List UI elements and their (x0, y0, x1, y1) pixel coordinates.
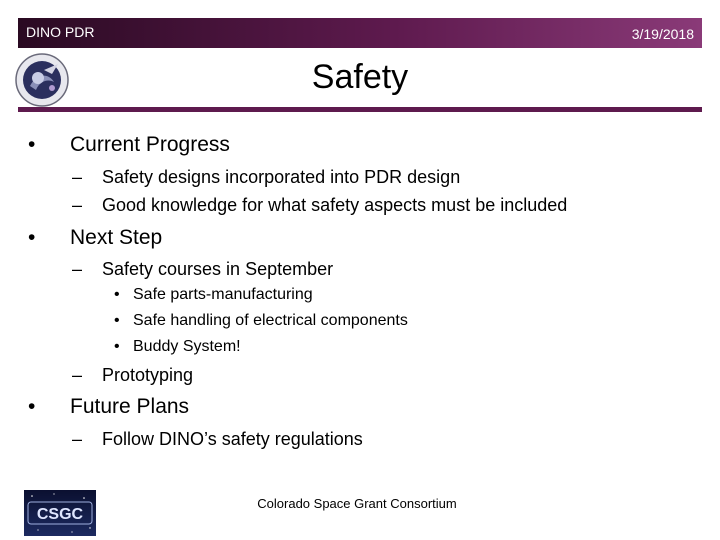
list-item: Good knowledge for what safety aspects must be included (102, 195, 568, 215)
section-heading: Next Step (70, 226, 163, 249)
footer-text: Colorado Space Grant Consortium (257, 496, 457, 511)
slide-date: 3/19/2018 (631, 26, 694, 42)
list-item: Safety courses in September (102, 259, 334, 279)
bullet-icon: • (114, 338, 120, 355)
sub-list-item: Safe handling of electrical components (133, 312, 408, 329)
dash-icon: – (72, 429, 83, 449)
bullet-icon: • (28, 226, 36, 249)
dash-icon: – (72, 167, 83, 187)
section-heading: Future Plans (70, 395, 190, 418)
sub-list-item: Safe parts-manufacturing (133, 286, 313, 303)
list-item: Follow DINO’s safety regulations (102, 429, 363, 449)
bullet-icon: • (114, 286, 120, 303)
list-item: Safety designs incorporated into PDR design (102, 167, 461, 187)
slide-title: Safety (311, 58, 409, 96)
bullet-icon: • (114, 312, 120, 329)
csgc-logo-text: CSGC (36, 506, 84, 523)
section-heading: Current Progress (70, 133, 230, 156)
bullet-icon: • (28, 133, 36, 156)
dash-icon: – (72, 365, 83, 385)
sub-list-item: Buddy System! (133, 338, 241, 355)
dash-icon: – (72, 195, 83, 215)
bullet-icon: • (28, 395, 36, 418)
presentation-label: DINO PDR (26, 24, 95, 40)
list-item: Prototyping (102, 365, 194, 385)
dash-icon: – (72, 259, 83, 279)
